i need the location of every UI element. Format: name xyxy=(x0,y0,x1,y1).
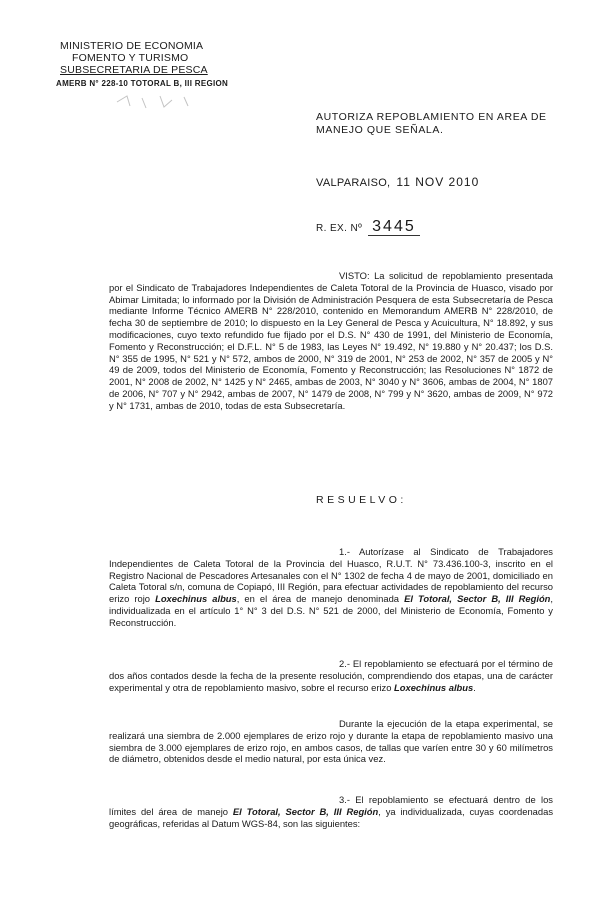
clause-1 xyxy=(109,546,553,629)
clause-2 xyxy=(109,658,553,693)
clause-3-text-b: , ya individualizada, cuyas coordenadas geográficas, referidas al Datum WGS-84, son las siguientes: xyxy=(109,805,554,829)
document-title: AUTORIZA REPOBLAMIENTO EN AREA DE MANEJO QUE SEÑALA. xyxy=(316,111,547,136)
clause-1-text-b: , en el área de manejo denominada xyxy=(236,593,405,605)
clause-1-text-c: , individualizada en el artículo 1° N° 3 del D.S. N° 521 de 2000, del Ministerio de Economía, Fomento y Reconstrucción. xyxy=(109,593,554,628)
faint-stamp-mark xyxy=(112,92,202,112)
clause-1-area: El Totoral, Sector B, III Región xyxy=(404,593,551,605)
clause-2-sowing: Durante la ejecución de la etapa experimental, se realizará una siembra de 2.000 ejemplares de erizo rojo y durante la etapa de repoblamiento masivo una siembra de 3.000 ejemplares de erizo rojo, en ambos casos, de tallas que varíen entre 30 y 60 milímetros de diámetro, obtenidos desde el medio natural, por esta única vez. xyxy=(109,718,553,765)
place: VALPARAISO, xyxy=(316,177,391,189)
resolution-number: 3445 xyxy=(368,218,420,236)
amerb-reference: AMERB N° 228-10 TOTORAL B, III REGION xyxy=(56,79,229,88)
clause-1-text-a: 1.- Autorízase al Sindicato de Trabajadores Independientes de Caleta Totoral de la Provincia del Huasco, R.U.T. N° 73.436.100-3, inscrito en el Registro Nacional de Pescadores Artesanales con el N° 1302 de fecha 4 de mayo de 2001, domiciliado en Caleta Totoral s/n, comuna de Copiapó, III Región, para efectuar actividades de repoblamiento del recurso erizo rojo xyxy=(109,546,553,605)
clause-1-species: Loxechinus albus xyxy=(155,593,237,605)
clause-3 xyxy=(109,794,553,829)
visto-paragraph xyxy=(109,270,553,412)
undersecretariat: SUBSECRETARIA DE PESCA xyxy=(60,64,208,76)
clause-2-text-b: . xyxy=(473,681,476,693)
ministry-line-2: FOMENTO Y TURISMO xyxy=(72,52,189,64)
visto-text: La solicitud de repoblamiento presentada por el Sindicato de Trabajadores Independientes de Caleta Totoral de la Provincia de Huasco, visado por Abimar Limitada; lo informado por la División de Administración Pesquera de esta Subsecretaría de Pesca mediante Informe Técnico AMERB N° 228/2010, contenido en Memorandum AMERB N° 228/2010, de fecha 30 de septiembre de 2010; lo dispuesto en la Ley General de Pesca y Acuicultura, N° 18.892, y sus modificaciones, cuyo texto refundido fue fijado por el D.S. N° 430 de 1991, del Ministerio de Economía, Fomento y Reconstrucción; el D.F.L. N° 5 de 1983, las Leyes N° 19.492, N° 19.880 y N° 20.437; los D.S. N° 355 de 1995, N° 521 y N° 572, ambos de 2000, N° 319 de 2001, N° 253 de 2002, N° 357 de 2005 y N° 49 de 2009, todos del Ministerio de Economía, Fomento y Reconstrucción; las Resoluciones N° 1872 de 2001, N° 2008 de 2002, N° 1425 y N° 2465, ambas de 2003, N° 3040 y N° 3606, ambas de 2004, N° 1807 de 2006, N° 707 y N° 2942, ambas de 2007, N° 1479 de 2008, N° 799 y N° 3620, ambas de 2009, N° 972 y N° 1731, ambas de 2010, todas de esta Subsecretaría. xyxy=(109,270,553,411)
resuelvo-heading: RESUELVO: xyxy=(316,494,407,506)
clause-2-text-a: 2.- El repoblamiento se efectuará por el término de dos años contados desde la fecha de la presente resolución, comprendiendo dos etapas, una de carácter experimental y otra de repoblamiento masivo, sobre el recurso erizo xyxy=(109,658,553,693)
visto-label: VISTO: xyxy=(339,270,370,281)
clause-3-area: El Totoral, Sector B, III Región xyxy=(232,805,379,817)
date-stamp: 11 NOV 2010 xyxy=(396,175,480,189)
resolution-label: R. EX. Nº xyxy=(316,223,363,234)
resolution-number-line xyxy=(316,218,420,236)
ministry-line-1: MINISTERIO DE ECONOMIA xyxy=(60,40,204,52)
place-date-line xyxy=(316,175,479,189)
clause-3-text-a: 3.- El repoblamiento se efectuará dentro de los límites del área de manejo xyxy=(109,794,553,817)
clause-2-species: Loxechinus albus xyxy=(394,681,474,693)
